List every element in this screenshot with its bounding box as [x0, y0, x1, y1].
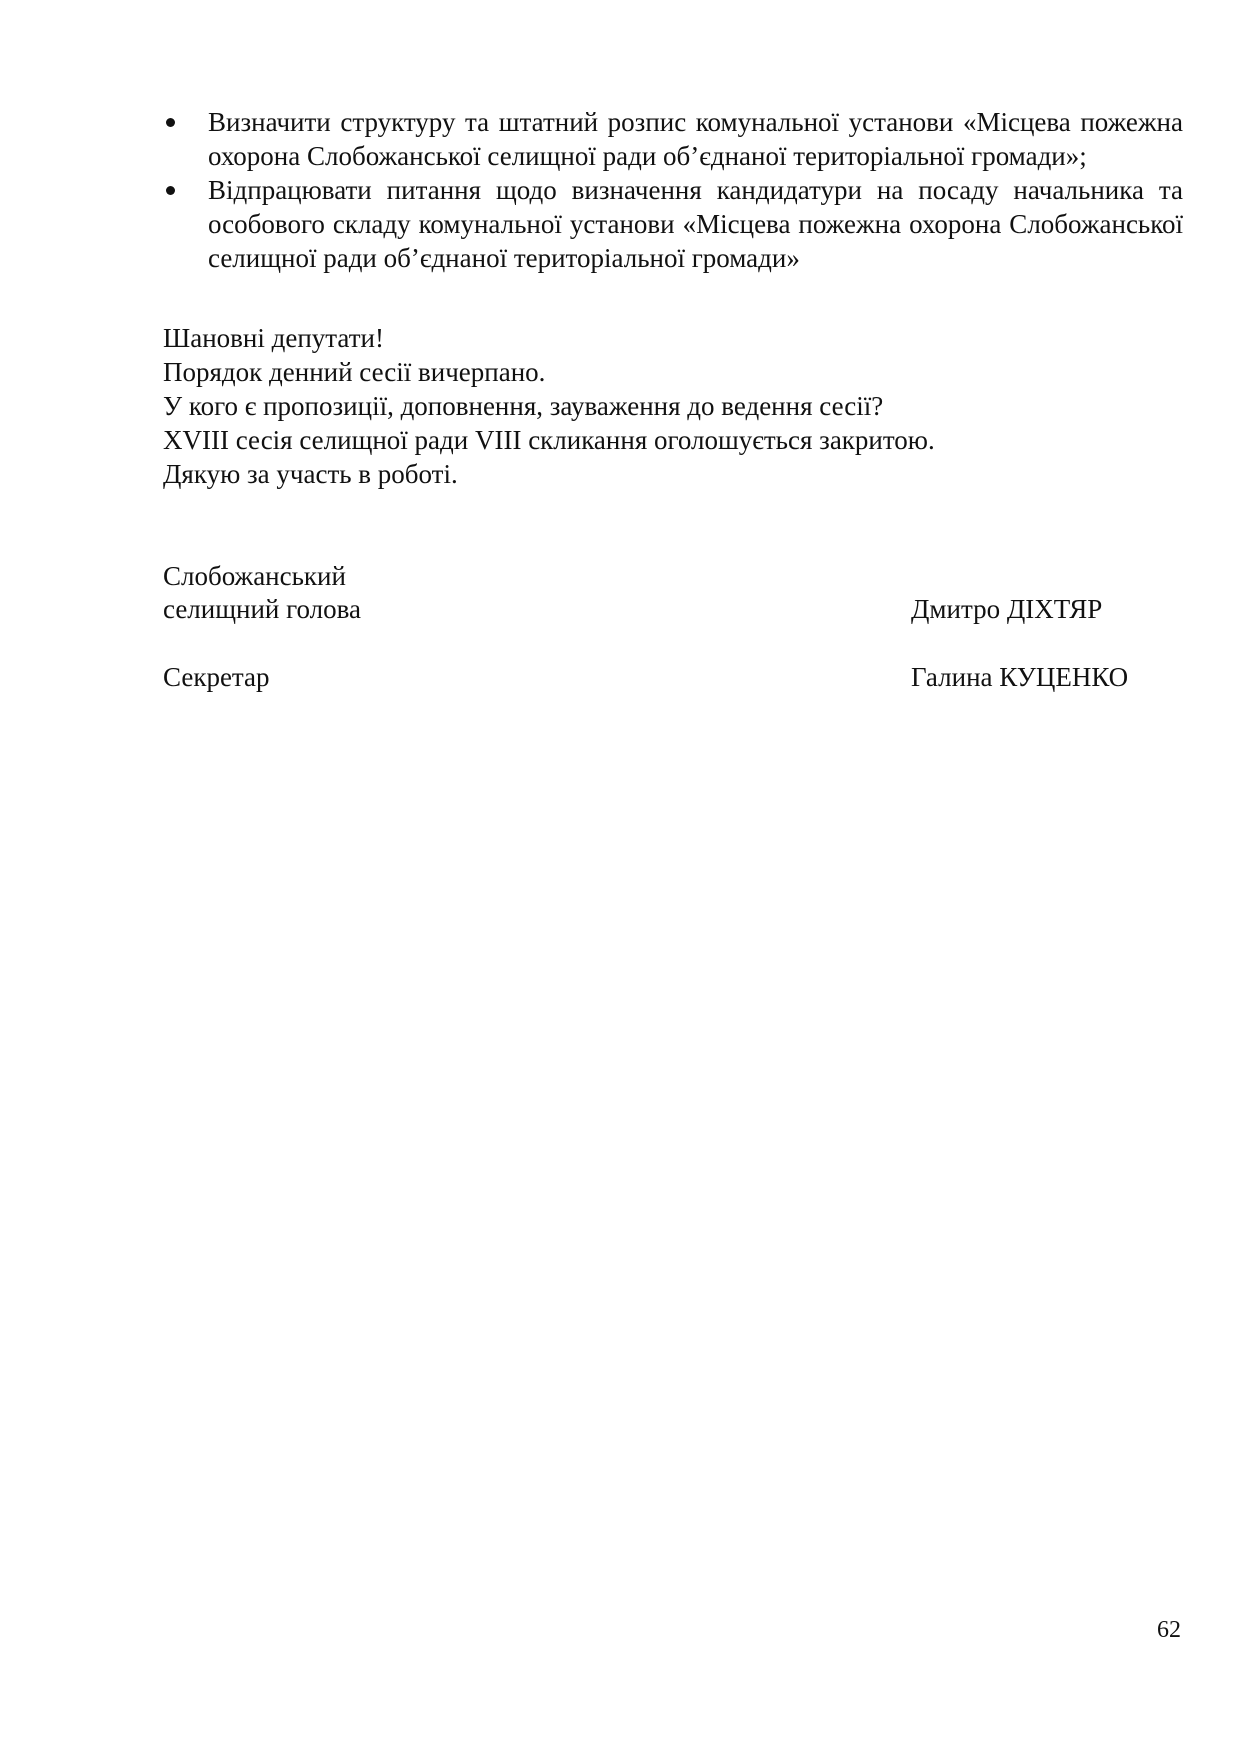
- closing-line-session-closed: XVIII сесія селищної ради VIII скликання оголошується закритою.: [163, 425, 935, 455]
- bullet-item-candidacy: [163, 173, 1183, 275]
- secretary-title: Секретар: [163, 662, 270, 692]
- closing-line-greeting: Шановні депутати!: [163, 323, 384, 353]
- bullet-item-structure: [163, 105, 1183, 173]
- bullet-text: Визначити структуру та штатний розпис комунальної установи «Місцева пожежна охорона Слобожанської селищної ради об’єднаної територіальної громади»;: [208, 107, 1183, 171]
- secretary-name: Галина КУЦЕНКО: [911, 662, 1129, 692]
- closing-line-proposals: У кого є пропозиції, доповнення, зауваження до ведення сесії?: [163, 391, 884, 421]
- bullet-list: [163, 105, 1183, 275]
- bullet-icon: [166, 118, 175, 127]
- closing-line-thanks: Дякую за участь в роботі.: [163, 459, 458, 489]
- bullet-text: Відпрацювати питання щодо визначення кандидатури на посаду начальника та особового складу комунальної установи «Місцева пожежна охорона Слобожанської селищної ради об’єднаної територіальної громади»: [208, 175, 1183, 273]
- head-name: Дмитро ДІХТЯР: [911, 594, 1103, 624]
- closing-remarks: [163, 321, 1183, 491]
- head-title-line1: Слобожанський: [163, 561, 346, 591]
- signature-block: [163, 559, 1183, 699]
- closing-line-agenda: Порядок денний сесії вичерпано.: [163, 357, 546, 387]
- page-content: [163, 105, 1183, 699]
- head-title-line2: селищний голова: [163, 594, 362, 624]
- page-number: 62: [1157, 1617, 1181, 1643]
- bullet-icon: [166, 186, 175, 195]
